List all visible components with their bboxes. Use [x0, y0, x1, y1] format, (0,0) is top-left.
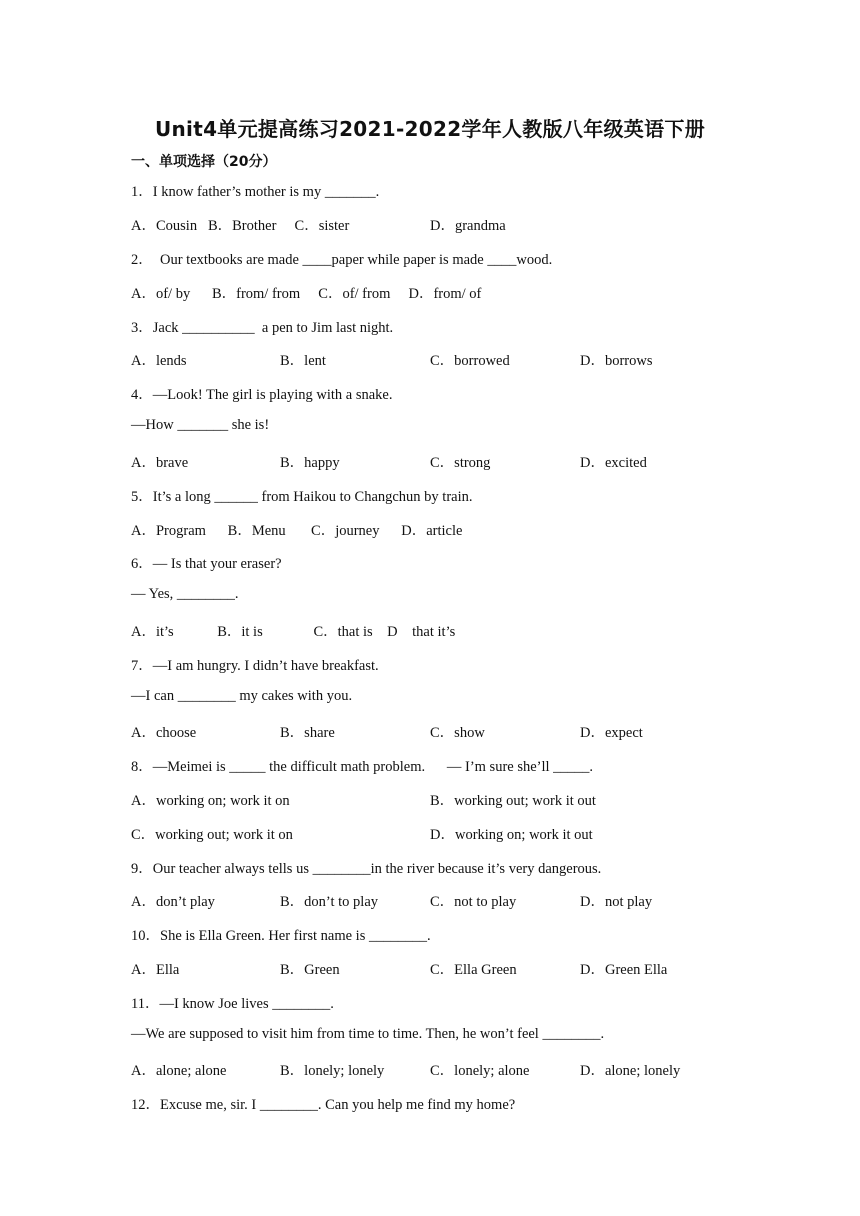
question-8-option-b: B．working out; work it out [430, 793, 596, 809]
question-4-line-2: —How _______ she is! [131, 417, 270, 433]
question-9-option-c: C．not to play [430, 894, 517, 910]
question-7-option-b: B．share [280, 725, 335, 741]
question-7-option-c: C．show [430, 725, 485, 741]
question-8: 8．—Meimei is _____ the difficult math problem. — I’m sure she’ll _____. [131, 759, 594, 775]
question-9: 9．Our teacher always tells us ________in the river because it’s very dangerous. [131, 861, 602, 877]
question-4-option-b: B．happy [280, 455, 340, 471]
question-7-option-d: D．expect [580, 725, 643, 741]
question-8-option-d: D．working on; work it out [430, 827, 593, 843]
question-7-line-2: —I can ________ my cakes with you. [131, 688, 353, 704]
question-3-option-a: A．lends [131, 353, 187, 369]
question-10-option-b: B．Green [280, 962, 340, 978]
question-2: 2． Our textbooks are made ____paper while paper is made ____wood. [131, 252, 553, 268]
question-10-option-a: A．Ella [131, 962, 180, 978]
question-7-option-a: A．choose [131, 725, 197, 741]
question-2-options: A．of/ by B．from/ from C．of/ from D．from/ of [131, 286, 482, 302]
question-7: 7．—I am hungry. I didn’t have breakfast. [131, 658, 379, 674]
question-12: 12．Excuse me, sir. I ________. Can you help me find my home? [131, 1097, 516, 1113]
question-6: 6．— Is that your eraser? [131, 556, 282, 572]
question-9-option-a: A．don’t play [131, 894, 215, 910]
question-11-option-a: A．alone; alone [131, 1063, 227, 1079]
question-10-option-c: C．Ella Green [430, 962, 517, 978]
question-1-option-d: D．grandma [430, 218, 506, 234]
question-10: 10．She is Ella Green. Her first name is ________. [131, 928, 431, 944]
question-11: 11．—I know Joe lives ________. [131, 996, 334, 1012]
question-3-option-c: C．borrowed [430, 353, 510, 369]
question-6-line-2: — Yes, ________. [131, 586, 239, 602]
question-10-option-d: D．Green Ella [580, 962, 668, 978]
question-1: 1．I know father’s mother is my _______. [131, 184, 380, 200]
question-3: 3．Jack __________ a pen to Jim last night. [131, 320, 394, 336]
question-8-option-c: C．working out; work it on [131, 827, 293, 843]
question-1-options: A．Cousin B．Brother C．sister [131, 218, 350, 234]
question-11-option-c: C．lonely; alone [430, 1063, 530, 1079]
section-heading: 一、单项选择（20分） [131, 154, 277, 170]
question-8-option-a: A．working on; work it on [131, 793, 290, 809]
question-4-option-d: D．excited [580, 455, 647, 471]
question-4-option-a: A．brave [131, 455, 189, 471]
page-title: Unit4单元提高练习2021-2022学年人教版八年级英语下册 [154, 117, 706, 141]
question-4: 4．—Look! The girl is playing with a snake. [131, 387, 393, 403]
question-5: 5．It’s a long ______ from Haikou to Changchun by train. [131, 489, 473, 505]
question-3-option-b: B．lent [280, 353, 326, 369]
question-11-option-b: B．lonely; lonely [280, 1063, 385, 1079]
question-5-options: A．Program B．Menu C．journey D．article [131, 523, 463, 539]
question-6-options: A．it’s B．it is C．that is D that it’s [131, 624, 456, 640]
question-4-option-c: C．strong [430, 455, 491, 471]
question-9-option-d: D．not play [580, 894, 653, 910]
question-11-line-2: —We are supposed to visit him from time to time. Then, he won’t feel ________. [131, 1026, 605, 1042]
question-11-option-d: D．alone; lonely [580, 1063, 681, 1079]
question-9-option-b: B．don’t to play [280, 894, 379, 910]
question-3-option-d: D．borrows [580, 353, 653, 369]
